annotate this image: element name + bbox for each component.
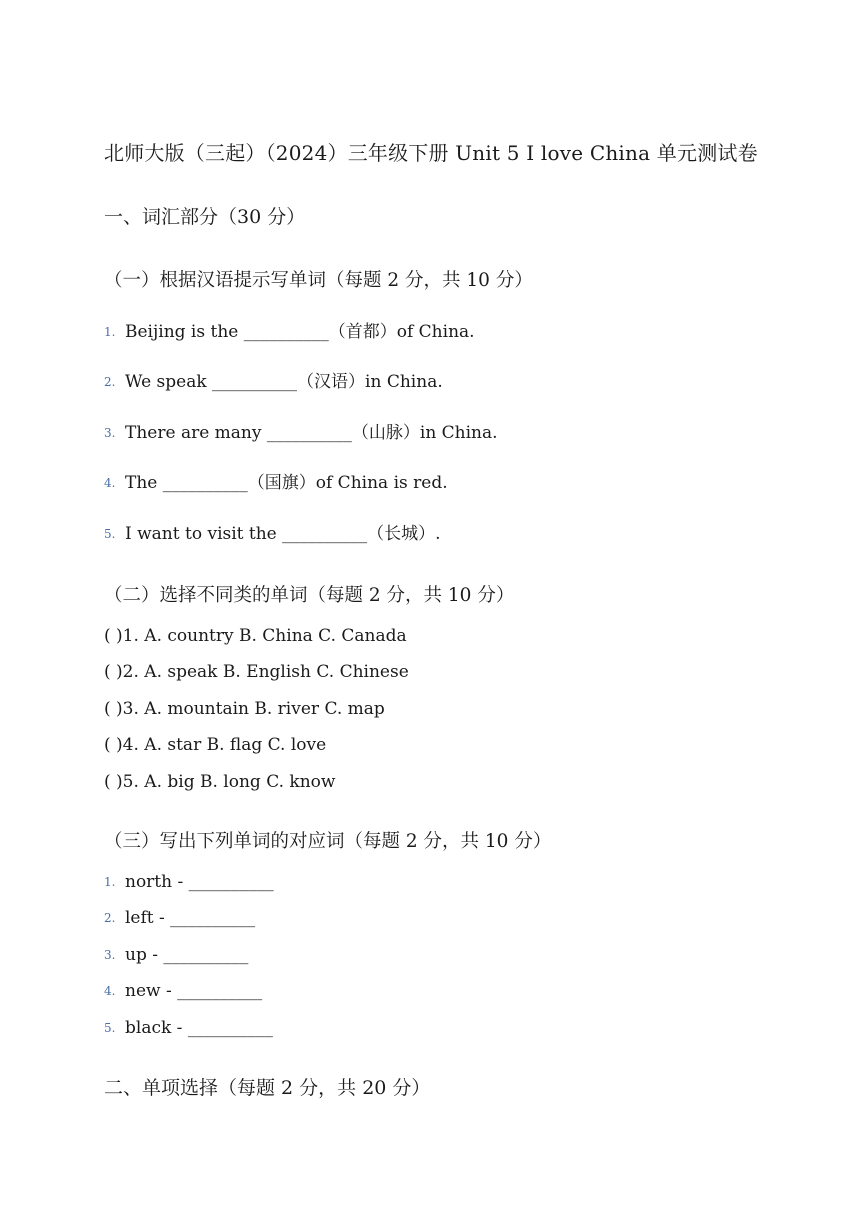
item-text: north - __________	[125, 872, 274, 892]
document-title: 北师大版（三起）（2024）三年级下册 Unit 5 I love China 单元测试卷	[104, 141, 758, 165]
section3-item-1	[104, 872, 274, 892]
section3-item-5	[104, 1018, 273, 1038]
section2-item-2: ( )2. A. speak B. English C. Chinese	[104, 662, 409, 682]
section3-heading: （三）写出下列单词的对应词（每题 2 分，共 10 分）	[104, 831, 552, 852]
section2-item-1: ( )1. A. country B. China C. Canada	[104, 626, 407, 646]
item-text: Beijing is the __________（首都）of China.	[125, 322, 475, 342]
item-text: black - __________	[125, 1018, 273, 1038]
part1-heading: 一、词汇部分（30 分）	[104, 206, 306, 228]
item-number: 1.	[104, 875, 116, 889]
part2-heading: 二、单项选择（每题 2 分，共 20 分）	[104, 1077, 431, 1099]
section1-item-1	[104, 317, 475, 342]
item-text: left - __________	[125, 908, 256, 928]
section2-item-4: ( )4. A. star B. flag C. love	[104, 735, 327, 755]
item-text: new - __________	[125, 981, 263, 1001]
item-number: 5.	[104, 527, 116, 541]
item-number: 2.	[104, 375, 116, 389]
item-text: up - __________	[125, 945, 249, 965]
section3-item-3	[104, 945, 248, 965]
item-text: The __________（国旗）of China is red.	[125, 473, 448, 493]
item-number: 3.	[104, 426, 116, 440]
section1-item-3	[104, 418, 498, 443]
section2-heading: （二）选择不同类的单词（每题 2 分，共 10 分）	[104, 585, 515, 606]
section2-item-5: ( )5. A. big B. long C. know	[104, 772, 336, 792]
section1-item-4	[104, 468, 448, 493]
section3-item-2	[104, 908, 255, 928]
section1-item-5	[104, 519, 441, 544]
item-number: 5.	[104, 1021, 116, 1035]
item-number: 4.	[104, 476, 116, 490]
item-number: 4.	[104, 984, 116, 998]
section1-heading: （一）根据汉语提示写单词（每题 2 分，共 10 分）	[104, 270, 533, 291]
item-text: We speak __________（汉语）in China.	[125, 372, 443, 392]
section3-item-4	[104, 981, 262, 1001]
item-text: There are many __________（山脉）in China.	[125, 423, 498, 443]
item-number: 2.	[104, 911, 116, 925]
item-text: I want to visit the __________（长城）.	[125, 524, 441, 544]
section1-item-2	[104, 367, 443, 392]
item-number: 3.	[104, 948, 116, 962]
item-number: 1.	[104, 325, 116, 339]
section2-item-3: ( )3. A. mountain B. river C. map	[104, 699, 385, 719]
